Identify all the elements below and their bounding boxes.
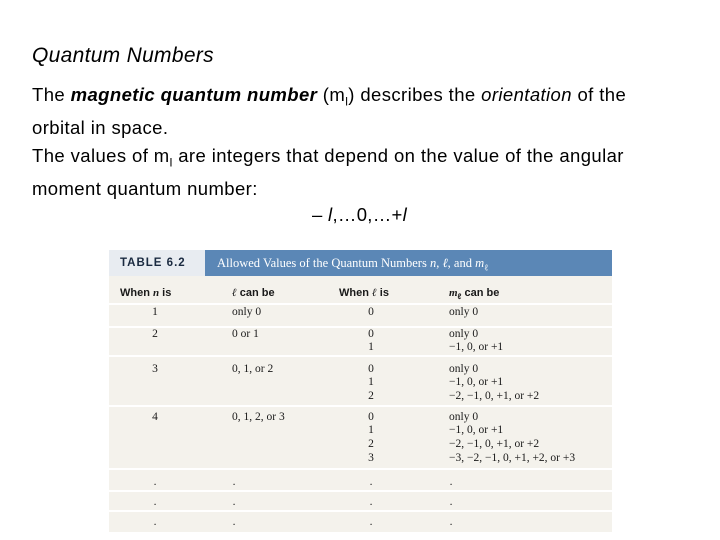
continuation-dot: . bbox=[232, 476, 236, 488]
cell-when-l: 1 bbox=[368, 376, 374, 388]
cell-when-l: 0 bbox=[368, 328, 374, 340]
text-run: m bbox=[475, 256, 485, 270]
quantum-numbers-table bbox=[109, 250, 612, 532]
text-run: n bbox=[429, 256, 437, 270]
cell-ml-can-be: only 0 bbox=[449, 306, 479, 318]
continuation-dot: . bbox=[153, 516, 157, 528]
row-divider bbox=[109, 490, 612, 492]
continuation-dot: . bbox=[449, 476, 453, 488]
magnetic-number-paragraph bbox=[32, 82, 672, 140]
text-run: – bbox=[312, 204, 329, 225]
row-divider bbox=[109, 405, 612, 407]
continuation-dot: . bbox=[449, 516, 453, 528]
text-run: When bbox=[120, 287, 153, 299]
row-divider bbox=[109, 468, 612, 470]
text-run: (m bbox=[317, 84, 346, 105]
column-header-ml-can-be bbox=[449, 287, 499, 301]
continuation-dot: . bbox=[232, 516, 236, 528]
text-run: When bbox=[339, 287, 372, 299]
text-run: The bbox=[32, 84, 71, 105]
text-run: l bbox=[328, 204, 333, 225]
term-magnetic-quantum-number: magnetic quantum number bbox=[70, 84, 318, 105]
continuation-dot: . bbox=[153, 496, 157, 508]
cell-ml-can-be: −2, −1, 0, +1, or +2 bbox=[449, 438, 540, 450]
column-header-when-l bbox=[339, 287, 389, 299]
cell-l-can-be: 0 or 1 bbox=[232, 328, 259, 340]
cell-l-can-be: 0, 1, or 2 bbox=[232, 363, 274, 375]
text-run: n bbox=[153, 287, 160, 299]
table-header-bar bbox=[109, 250, 612, 276]
values-paragraph bbox=[32, 143, 672, 201]
text-run: is bbox=[159, 287, 172, 299]
cell-when-l: 2 bbox=[368, 438, 374, 450]
text-run: can be bbox=[236, 287, 275, 299]
continuation-dot: . bbox=[369, 516, 373, 528]
cell-ml-can-be: −3, −2, −1, 0, +1, +2, or +3 bbox=[449, 452, 576, 464]
cell-l-can-be: only 0 bbox=[232, 306, 262, 318]
cell-n: 1 bbox=[152, 306, 158, 318]
text-run: ℓ bbox=[232, 287, 237, 299]
text-run: ℓ bbox=[442, 256, 448, 270]
slide-title: Quantum Numbers bbox=[32, 44, 214, 67]
text-run: The values of m bbox=[32, 145, 170, 166]
cell-ml-can-be: only 0 bbox=[449, 328, 479, 340]
subscript: l bbox=[345, 94, 349, 109]
text-run: is bbox=[376, 287, 389, 299]
row-divider bbox=[109, 510, 612, 512]
cell-l-can-be: 0, 1, 2, or 3 bbox=[232, 411, 285, 423]
column-header-n bbox=[120, 287, 171, 299]
row-divider bbox=[109, 303, 612, 305]
text-run: Allowed Values of the Quantum Numbers bbox=[217, 256, 430, 270]
cell-when-l: 0 bbox=[368, 306, 374, 318]
text-run: l bbox=[402, 204, 408, 225]
cell-ml-can-be: −2, −1, 0, +1, or +2 bbox=[449, 390, 540, 402]
text-run: can be bbox=[461, 287, 500, 299]
cell-when-l: 0 bbox=[368, 363, 374, 375]
cell-when-l: 2 bbox=[368, 390, 374, 402]
cell-ml-can-be: −1, 0, or +1 bbox=[449, 376, 504, 388]
cell-ml-can-be: −1, 0, or +1 bbox=[449, 424, 504, 436]
cell-ml-can-be: only 0 bbox=[449, 411, 479, 423]
term-orientation: orientation bbox=[481, 84, 572, 105]
row-divider bbox=[109, 355, 612, 357]
text-run: ℓ bbox=[372, 287, 377, 299]
text-run: ) describes the bbox=[348, 84, 482, 105]
text-run: ,…0,…+ bbox=[332, 204, 403, 225]
text-run: are integers that depend on the value of the angular moment quantum number: bbox=[32, 145, 624, 199]
continuation-dot: . bbox=[449, 496, 453, 508]
continuation-dot: . bbox=[232, 496, 236, 508]
subscript: ℓ bbox=[457, 292, 462, 302]
cell-n: 2 bbox=[152, 328, 158, 340]
text-run: , and bbox=[447, 256, 476, 270]
cell-when-l: 1 bbox=[368, 341, 374, 353]
text-run: m bbox=[449, 287, 458, 299]
cell-ml-can-be: only 0 bbox=[449, 363, 479, 375]
continuation-dot: . bbox=[369, 496, 373, 508]
text-run: of the orbital in space. bbox=[32, 84, 627, 138]
cell-when-l: 3 bbox=[368, 452, 374, 464]
ml-range-formula bbox=[312, 204, 407, 226]
table-label: TABLE 6.2 bbox=[109, 250, 205, 276]
cell-when-l: 0 bbox=[368, 411, 374, 423]
subscript: l bbox=[169, 155, 173, 170]
table-caption bbox=[217, 250, 488, 276]
cell-when-l: 1 bbox=[368, 424, 374, 436]
cell-ml-can-be: −1, 0, or +1 bbox=[449, 341, 504, 353]
continuation-dot: . bbox=[153, 476, 157, 488]
subscript: ℓ bbox=[484, 262, 489, 273]
continuation-dot: . bbox=[369, 476, 373, 488]
cell-n: 4 bbox=[152, 411, 158, 423]
text-run: , bbox=[436, 256, 443, 270]
cell-n: 3 bbox=[152, 363, 158, 375]
column-header-l-can-be bbox=[232, 287, 275, 299]
